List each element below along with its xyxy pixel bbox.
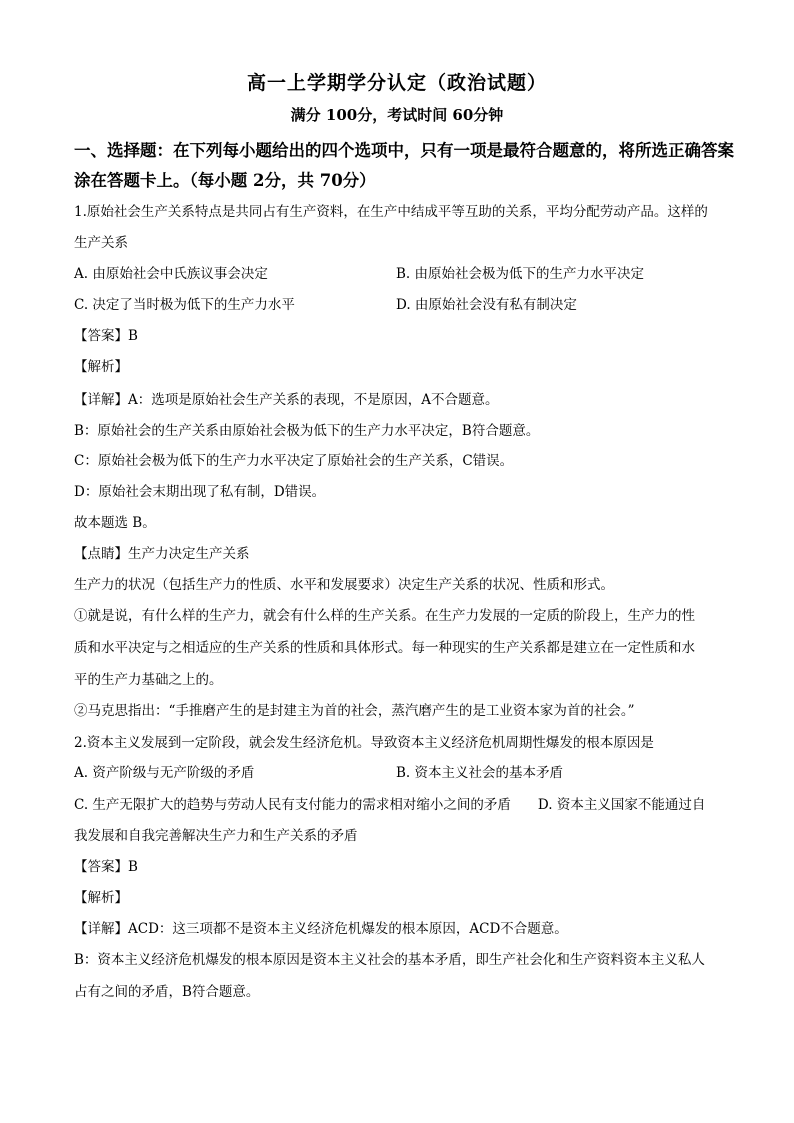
section-heading-line-1: 一、选择题：在下列每小题给出的四个选项中，只有一项是最符合题意的，将所选正确答案	[74, 141, 734, 160]
q1-point-title: 【点睛】生产力决定生产关系	[74, 546, 250, 562]
q1-stem-line-1: 1.原始社会生产关系特点是共同占有生产资料，在生产中结成平等互助的关系，平均分配劳动产品。这样的	[74, 204, 708, 220]
q2-detail-line-1: 【详解】ACD：这三项都不是资本主义经济危机爆发的根本原因，ACD不合题意。	[74, 921, 568, 937]
page-title: 高一上学期学分认定（政治试题）	[246, 72, 547, 94]
q2-option-b: B. 资本主义社会的基本矛盾	[396, 765, 564, 781]
q1-option-a: A. 由原始社会中氏族议事会决定	[74, 266, 268, 282]
q1-point-line-5: ②马克思指出：“手推磨产生的是封建主为首的社会，蒸汽磨产生的是工业资本家为首的社会。”	[74, 703, 635, 719]
q2-detail-line-2: B：资本主义经济危机爆发的根本原因是资本主义社会的基本矛盾，即生产社会化和生产资料资本主义私人	[74, 952, 705, 968]
q1-detail-line-3: C：原始社会极为低下的生产力水平决定了原始社会的生产关系，C错误。	[74, 453, 514, 469]
q1-detail-line-1: 【详解】A：选项是原始社会生产关系的表现，不是原因，A不合题意。	[74, 392, 499, 408]
section-heading	[74, 136, 734, 196]
q1-detail-line-4: D：原始社会末期出现了私有制，D错误。	[74, 484, 326, 500]
q1-stem-line-2: 生产关系	[74, 235, 128, 251]
q1-answer: 【答案】B	[74, 328, 138, 344]
q1-detail-line-2: B：原始社会的生产关系由原始社会极为低下的生产力水平决定，B符合题意。	[74, 423, 540, 439]
q1-option-c: C. 决定了当时极为低下的生产力水平	[74, 297, 295, 313]
q2-option-cd-line-1: C. 生产无限扩大的趋势与劳动人民有支付能力的需求相对缩小之间的矛盾 D. 资本主义国家不能通过自	[74, 797, 706, 813]
q2-answer: 【答案】B	[74, 859, 138, 875]
q2-stem: 2.资本主义发展到一定阶段，就会发生经济危机。导致资本主义经济危机周期性爆发的根本原因是	[74, 735, 654, 751]
q1-option-d: D. 由原始社会没有私有制决定	[396, 297, 577, 313]
q2-option-a: A. 资产阶级与无产阶级的矛盾	[74, 765, 255, 781]
q1-point-line-1: 生产力的状况（包括生产力的性质、水平和发展要求）决定生产关系的状况、性质和形式。	[74, 577, 614, 593]
q2-detail-line-3: 占有之间的矛盾，B符合题意。	[74, 984, 260, 1000]
q1-point-line-3: 质和水平决定与之相适应的生产关系的性质和具体形式。每一种现实的生产关系都是建立在一定性质和水	[74, 640, 695, 656]
q1-analysis-label: 【解析】	[74, 359, 128, 375]
q1-point-line-2: ①就是说，有什么样的生产力，就会有什么样的生产关系。在生产力发展的一定质的阶段上，生产力的性	[74, 608, 695, 624]
page-subtitle: 满分 100分，考试时间 60分钟	[290, 106, 504, 124]
q2-option-cd-line-2: 我发展和自我完善解决生产力和生产关系的矛盾	[74, 828, 358, 844]
section-heading-line-2: 涂在答题卡上。（每小题 2分，共 70分）	[74, 171, 376, 190]
q1-conclusion: 故本题选 B。	[74, 515, 156, 531]
q1-option-b: B. 由原始社会极为低下的生产力水平决定	[396, 266, 645, 282]
q1-point-line-4: 平的生产力基础之上的。	[74, 672, 223, 688]
q2-analysis-label: 【解析】	[74, 890, 128, 906]
